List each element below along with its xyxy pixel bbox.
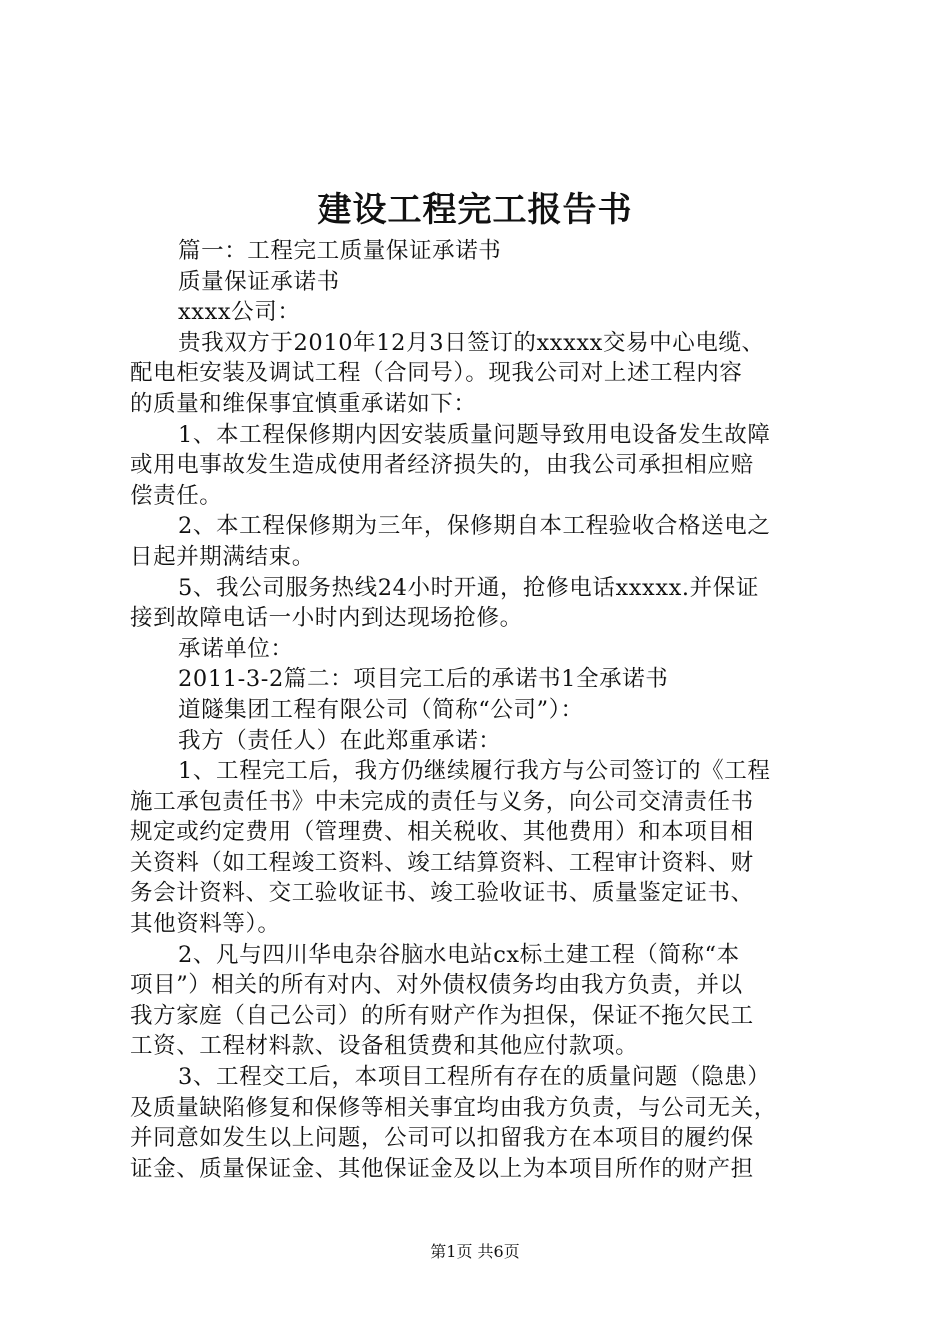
body-line: 施工承包责任书》中未完成的责任与义务，向公司交清责任书 xyxy=(130,788,754,815)
body-line: 偿责任。 xyxy=(130,482,223,509)
body-line: 项目”）相关的所有对内、对外债权债务均由我方负责，并以 xyxy=(130,972,743,999)
body-line: 工资、工程材料款、设备租赁费和其他应付款项。 xyxy=(130,1033,639,1060)
body-line: 其他资料等）。 xyxy=(130,911,281,938)
body-line: 我方（责任人）在此郑重承诺： xyxy=(178,727,502,754)
body-line: 5、我公司服务热线24小时开通，抢修电话xxxxx.并保证 xyxy=(178,574,759,601)
body-line: 2011-3-2篇二：项目完工后的承诺书1全承诺书 xyxy=(178,666,669,693)
body-line: 的质量和维保事宜慎重承诺如下： xyxy=(130,390,477,417)
body-line: 配电柜安装及调试工程（合同号）。现我公司对上述工程内容 xyxy=(130,360,743,387)
body-line: 关资料（如工程竣工资料、竣工结算资料、工程审计资料、财 xyxy=(130,849,754,876)
body-line: 1、工程完工后，我方仍继续履行我方与公司签订的《工程 xyxy=(178,758,771,785)
body-line: 3、工程交工后，本项目工程所有存在的质量问题（隐患） xyxy=(178,1064,771,1091)
body-line: 日起并期满结束。 xyxy=(130,543,315,570)
body-line: 接到故障电话一小时内到达现场抢修。 xyxy=(130,605,523,632)
document-title: 建设工程完工报告书 xyxy=(317,190,633,230)
body-line: 或用电事故发生造成使用者经济损失的，由我公司承担相应赔 xyxy=(130,452,754,479)
body-line: xxxx公司： xyxy=(178,299,301,326)
body-line: 质量保证承诺书 xyxy=(178,268,340,295)
body-line: 规定或约定费用（管理费、相关税收、其他费用）和本项目相 xyxy=(130,819,754,846)
body-line: 2、凡与四川华电杂谷脑水电站cx标土建工程（简称“本 xyxy=(178,941,740,968)
page-footer: 第1页 共6页 xyxy=(430,1242,520,1261)
body-line: 道隧集团工程有限公司（简称“公司”）： xyxy=(178,696,584,723)
body-line: 1、本工程保修期内因安装质量问题导致用电设备发生故障 xyxy=(178,421,771,448)
body-line: 我方家庭（自己公司）的所有财产作为担保，保证不拖欠民工 xyxy=(130,1002,754,1029)
body-line: 并同意如发生以上问题，公司可以扣留我方在本项目的履约保 xyxy=(130,1125,754,1152)
body-line: 证金、质量保证金、其他保证金及以上为本项目所作的财产担 xyxy=(130,1155,754,1182)
body-line: 承诺单位： xyxy=(178,635,294,662)
body-line: 篇一：工程完工质量保证承诺书 xyxy=(178,238,502,264)
body-line: 务会计资料、交工验收证书、竣工验收证书、质量鉴定证书、 xyxy=(130,880,754,907)
document-body xyxy=(130,236,836,1184)
body-line: 贵我双方于2010年12月3日签订的xxxxx交易中心电缆、 xyxy=(178,329,765,356)
body-line: 2、本工程保修期为三年，保修期自本工程验收合格送电之 xyxy=(178,513,771,540)
body-line: 及质量缺陷修复和保修等相关事宜均由我方负责，与公司无关， xyxy=(130,1094,777,1121)
